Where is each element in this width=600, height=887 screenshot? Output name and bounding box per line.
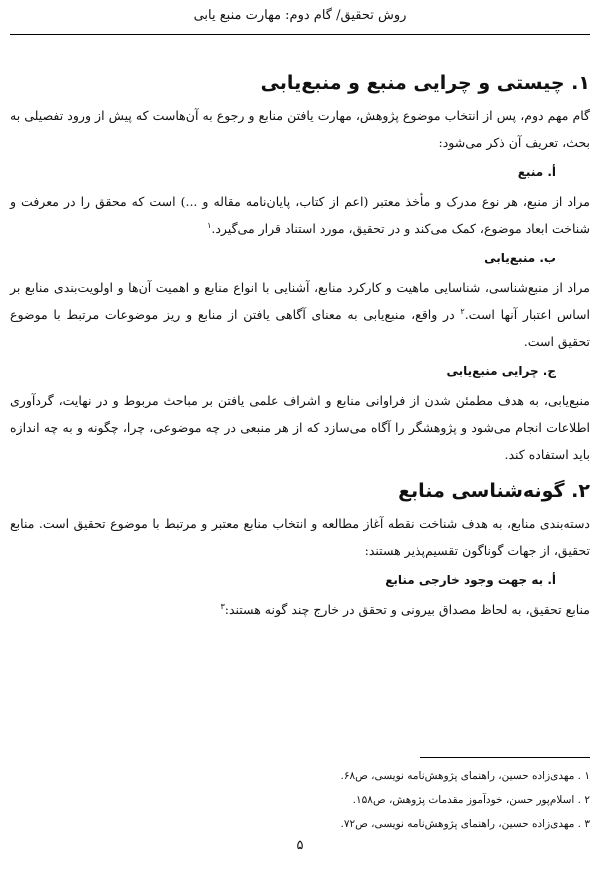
section-1-title: ۱. چیستی و چرایی منبع و منبع‌یابی xyxy=(260,72,590,94)
subsection-2a-title: أ. به جهت وجود خارجی منابع xyxy=(385,573,556,587)
footnotes xyxy=(10,764,590,836)
subsection-b-text-part1: مراد از منبع‌شناسی، شناسایی ماهیت و کارکرد منابع، آشنایی با انواع منابع و اهمیت آن‌ها و اولویت‌بندی منابع بر اساس اعتبار آنها است. xyxy=(10,280,590,322)
footnote-ref-3: ۳ xyxy=(220,601,225,611)
footnote-1: ۱ . مهدی‌زاده حسین، راهنمای پژوهش‌نامه نویسی، ص۶۸. xyxy=(340,770,590,782)
running-header: روش تحقیق/ گام دوم: مهارت منبع یابی xyxy=(193,8,407,23)
page-number: ۵ xyxy=(296,838,304,853)
footnote-3: ۳ . مهدی‌زاده حسین، راهنمای پژوهش‌نامه نویسی، ص۷۲. xyxy=(340,818,590,830)
subsection-b-text xyxy=(10,274,590,355)
subsection-c-text: منبع‌یابی، به هدف مطمئن شدن از فراوانی منابع و اشراف علمی یافتن بر مباحث مربوط و در نهایت، گردآوری اطلاعات انجام می‌شود و پژوهشگر را آگاه می‌سازد که از هر منبعی در چه موضوعی، چرا، چگونه و به چه اندازه باید استفاده کند. xyxy=(10,393,590,462)
footnote-2: ۲ . اسلام‌پور حسن، خودآموز مقدمات پژوهش، ص۱۵۸. xyxy=(352,794,590,806)
subsection-a-title: أ. منبع xyxy=(517,165,556,179)
section-2-title: ۲. گونه‌شناسی منابع xyxy=(398,480,590,502)
subsection-b-text-part2: در واقع، منبع‌یابی به معنای آگاهی یافتن از منابع و ریز موضوعات مرتبط با موضوع تحقیق است. xyxy=(10,307,590,349)
section-2-intro: دسته‌بندی منابع، به هدف شناخت نقطه آغاز مطالعه و انتخاب منابع معتبر و مرتبط با موضوع تحقیق است. منابع تحقیق، از جهات گوناگون تقسیم‌پذیر هستند: xyxy=(10,516,590,558)
subsection-a-text xyxy=(10,188,590,242)
section-1-intro: گام مهم دوم، پس از انتخاب موضوع پژوهش، مهارت یافتن منابع و رجوع به آن‌هاست که پیش از ورود تفصیلی به بحث، تعریف آن ذکر می‌شود: xyxy=(10,108,590,150)
header-rule xyxy=(10,34,590,35)
footnote-ref-1: ۱ xyxy=(207,220,212,230)
subsection-2a-text-body: منابع تحقیق، به لحاظ مصداق بیرونی و تحقق در خارج چند گونه هستند: xyxy=(224,602,590,617)
footnote-ref-2: ۲ xyxy=(460,306,465,316)
page-content xyxy=(10,60,590,627)
footnote-rule xyxy=(420,757,590,758)
subsection-a-text-body: مراد از منبع، هر نوع مدرک و مأخذ معتبر (اعم از کتاب، پایان‌نامه مقاله و ...) است که محقق را در معرفت و شناخت ابعاد موضوع، کمک می‌کند و در تحقیق، مورد استناد قرار می‌گیرد. xyxy=(10,194,590,236)
subsection-c-title: ج. چرایی منبع‌یابی xyxy=(446,364,556,378)
subsection-2a-text xyxy=(10,596,590,623)
subsection-b-title: ب. منبع‌یابی xyxy=(484,251,556,265)
